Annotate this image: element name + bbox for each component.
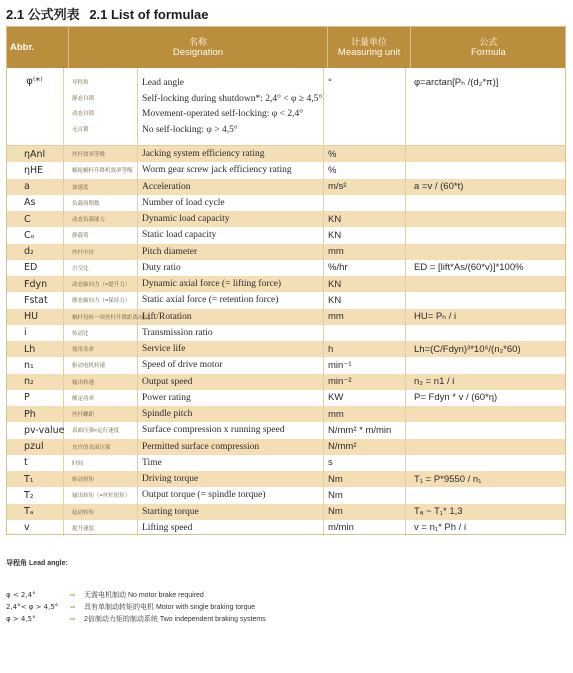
formula-cell: [406, 406, 562, 422]
unit-cell: KN: [324, 227, 406, 243]
abbr-cell: T₂: [6, 487, 64, 503]
designation-en-cell: Dynamic load capacity: [138, 211, 324, 227]
abbr-cell: pzul: [6, 439, 64, 455]
table-row: [6, 195, 566, 211]
arrow-icon: ⇨: [70, 592, 76, 599]
unit-cell: m/min: [324, 520, 406, 536]
note-item: [6, 601, 266, 613]
abbr-cell: Tₐ: [6, 504, 64, 520]
formula-cell: [406, 455, 562, 471]
abbr-cell: n₂: [6, 374, 64, 390]
unit-cell: %/hr: [324, 260, 406, 276]
header-designation-cn: 名称: [188, 36, 207, 47]
lead-en-3: No self-locking: φ > 4,5°: [142, 124, 238, 135]
abbr-cell: ηHE: [6, 162, 64, 178]
abbr-cell: a: [6, 179, 64, 195]
abbr-cell: Fstat: [6, 292, 64, 308]
formula-cell: [406, 211, 562, 227]
page-title: [6, 4, 209, 23]
formula-cell: [406, 276, 562, 292]
designation-cn-cell: 静载荷: [64, 227, 138, 243]
header-formula-en: Formula: [471, 46, 506, 58]
designation-cn-cell: 占空比: [64, 260, 138, 276]
designation-cn-cell: 蜗轮蜗杆升降机效率等级: [64, 162, 138, 178]
designation-cn-cell: 驱动电机转速: [64, 357, 138, 373]
abbr-cell: Ph: [6, 406, 64, 422]
designation-cn-cell: 表面压强×运行速度: [64, 422, 138, 438]
unit-cell: Nm: [324, 504, 406, 520]
designation-cn-cell: 额定功率: [64, 390, 138, 406]
formula-table: [6, 26, 566, 536]
formula-cell: [406, 422, 562, 438]
unit-cell: %: [324, 162, 406, 178]
lead-abbr: φ⁽*⁾: [6, 68, 64, 145]
table-row: [6, 520, 566, 536]
formula-cell: T₁ = P*9550 / n₁: [414, 473, 482, 485]
table-row: [6, 487, 566, 503]
designation-cn-cell: 静态轴向力（=保持力）: [64, 292, 138, 308]
lead-cn: [64, 68, 138, 145]
note-text: 无需电机制动 No motor brake required: [84, 592, 204, 599]
unit-cell: Nm: [324, 487, 406, 503]
abbr-cell: ED: [6, 260, 64, 276]
formula-cell: n₂ = n1 / i: [414, 376, 455, 388]
designation-en-cell: Speed of drive motor: [138, 357, 324, 373]
formula-cell: Tₐ ~ T₁* 1,3: [414, 506, 463, 518]
unit-cell: %: [324, 146, 406, 162]
unit-cell: N/mm²: [324, 439, 406, 455]
table-row: [6, 292, 566, 308]
abbr-cell: P: [6, 390, 64, 406]
formula-cell: [406, 357, 562, 373]
designation-en-cell: Number of load cycle: [138, 195, 324, 211]
designation-en-cell: Spindle pitch: [138, 406, 324, 422]
lead-angle-notes: [6, 558, 266, 625]
table-row: [6, 455, 566, 471]
designation-cn-cell: 动态负载能力: [64, 211, 138, 227]
designation-cn-cell: 起动转矩: [64, 504, 138, 520]
abbr-cell: n₁: [6, 357, 64, 373]
header-unit-cn: 计量单位: [351, 36, 388, 47]
note-text: 具有单制动转矩的电机 Motor with single braking torque: [84, 604, 256, 611]
designation-en-cell: Transmission ratio: [138, 325, 324, 341]
table-row: [6, 211, 566, 227]
lead-unit: °: [324, 68, 406, 145]
designation-en-cell: Output speed: [138, 374, 324, 390]
lead-en-1: Self-locking during shutdown*: 2,4° < φ ≥ 4,5°: [142, 93, 323, 104]
designation-en-cell: Lift/Rotation: [138, 309, 324, 325]
formula-cell: HU= Pₕ / i: [414, 311, 457, 323]
unit-cell: mm: [324, 406, 406, 422]
unit-cell: KN: [324, 292, 406, 308]
abbr-cell: pv-value: [6, 422, 64, 438]
note-condition: 2,4°< φ > 4,5°: [6, 603, 59, 611]
header-formula: [411, 26, 566, 68]
designation-cn-cell: 加速度: [64, 179, 138, 195]
notes-list: [6, 589, 266, 625]
designation-cn-cell: 输出转速: [64, 374, 138, 390]
unit-cell: Nm: [324, 471, 406, 487]
lead-en-0: Lead angle: [142, 78, 184, 88]
designation-en-cell: Acceleration: [138, 179, 324, 195]
designation-cn-cell: 提升速度: [64, 520, 138, 536]
unit-cell: [324, 195, 406, 211]
table-row: [6, 227, 566, 243]
unit-cell: mm: [324, 309, 406, 325]
unit-cell: h: [324, 341, 406, 357]
header-designation-en: Designation: [172, 46, 224, 58]
formula-cell: [406, 292, 562, 308]
title-cn: 2.1 公式列表: [6, 7, 80, 22]
lead-cn-0: 导程角: [72, 80, 89, 86]
formula-cell: [406, 195, 562, 211]
designation-en-cell: Driving torque: [138, 471, 324, 487]
designation-en-cell: Jacking system efficiency rating: [138, 146, 324, 162]
abbr-cell: HU: [6, 309, 64, 325]
table-row: [6, 390, 566, 406]
designation-en-cell: Static axial force (= retention force): [138, 292, 324, 308]
designation-cn-cell: 驱动扭矩: [64, 471, 138, 487]
designation-en-cell: Permitted surface compression: [138, 439, 324, 455]
designation-cn-cell: 蜗杆每转一周丝杆升降距离/速比: [64, 309, 138, 325]
designation-en-cell: Pitch diameter: [138, 244, 324, 260]
lead-cn-1: 静态自锁: [72, 95, 95, 102]
designation-cn-cell: 传动比: [64, 325, 138, 341]
abbr-cell: v: [6, 520, 64, 536]
unit-cell: KN: [324, 276, 406, 292]
designation-cn-cell: 输出转矩（=丝杆扭矩）: [64, 487, 138, 503]
designation-cn-cell: 动态轴向力（=提升力）: [64, 276, 138, 292]
unit-cell: KN: [324, 211, 406, 227]
designation-en-cell: Lifting speed: [138, 520, 324, 536]
table-row: [6, 422, 566, 438]
formula-cell: P= Fdyn * v / (60*η): [414, 392, 498, 404]
designation-cn-cell: 丝杆效率等级: [64, 146, 138, 162]
formula-cell: [406, 325, 562, 341]
table-row: [6, 325, 566, 341]
table-row: [6, 374, 566, 390]
abbr-cell: As: [6, 195, 64, 211]
formula-cell: a =v / (60*t): [414, 181, 464, 193]
designation-cn-cell: 丝杆中径: [64, 244, 138, 260]
notes-title: 导程角 Lead angle:: [6, 560, 68, 567]
formula-cell: [406, 439, 562, 455]
header-formula-cn: 公式: [479, 36, 498, 47]
lead-formula: φ=arctan[Pₕ /(d₂*π)]: [414, 77, 499, 88]
lead-en-2: Movement-operated self-locking: φ < 2,4°: [142, 109, 304, 119]
table-row: [6, 341, 566, 357]
header-designation: [69, 26, 329, 68]
formula-cell: Lh=(C/Fdyn)³*10⁶/(n₂*60): [414, 343, 521, 355]
designation-en-cell: Output torque (= spindle torque): [138, 487, 324, 503]
header-abbr: Abbr.: [6, 26, 69, 68]
note-condition: φ < 2,4°: [6, 591, 36, 599]
abbr-cell: t: [6, 455, 64, 471]
designation-en-cell: Dynamic axial force (= lifting force): [138, 276, 324, 292]
table-row: [6, 504, 566, 520]
formula-cell: [406, 487, 562, 503]
table-row: [6, 439, 566, 455]
note-item: [6, 613, 266, 625]
unit-cell: [324, 325, 406, 341]
arrow-icon: ⇨: [70, 616, 76, 623]
title-en: 2.1 List of formulae: [89, 7, 209, 22]
formula-cell: v = n₁* Ph / i: [414, 522, 467, 534]
abbr-cell: Cₒ: [6, 227, 64, 243]
unit-cell: s: [324, 455, 406, 471]
table-row: [6, 260, 566, 276]
designation-cn-cell: 使用寿命: [64, 341, 138, 357]
formula-cell: [406, 162, 562, 178]
table-row: [6, 162, 566, 178]
abbr-cell: Lh: [6, 341, 64, 357]
designation-cn-cell: 时间: [64, 455, 138, 471]
abbr-cell: ηAnl: [6, 146, 64, 162]
table-row: [6, 179, 566, 195]
abbr-cell: i: [6, 325, 64, 341]
table-header: [6, 26, 566, 68]
table-row: [6, 357, 566, 373]
designation-en-cell: Time: [138, 455, 324, 471]
formula-cell: [406, 244, 562, 260]
unit-cell: min⁻¹: [324, 357, 406, 373]
table-body: [6, 146, 566, 536]
formula-cell: [406, 146, 562, 162]
designation-en-cell: Worm gear screw jack efficiency rating: [138, 162, 324, 178]
unit-cell: min⁻²: [324, 374, 406, 390]
header-unit-en: Measuring unit: [337, 46, 401, 58]
note-text: 2倍制动力矩的制动系统 Two independent braking systems: [84, 616, 266, 623]
note-item: [6, 589, 266, 601]
lead-en: [138, 68, 324, 145]
abbr-cell: Fdyn: [6, 276, 64, 292]
table-row: [6, 244, 566, 260]
abbr-cell: d₂: [6, 244, 64, 260]
table-row: [6, 276, 566, 292]
table-row: [6, 309, 566, 325]
unit-cell: KW: [324, 390, 406, 406]
abbr-cell: C: [6, 211, 64, 227]
designation-en-cell: Static load capacity: [138, 227, 324, 243]
designation-en-cell: Starting torque: [138, 504, 324, 520]
table-row: [6, 406, 566, 422]
designation-en-cell: Service life: [138, 341, 324, 357]
formula-cell: ED = [lift*As/(60*v)]*100%: [414, 262, 524, 274]
unit-cell: m/s²: [324, 179, 406, 195]
designation-cn-cell: 丝杆螺距: [64, 406, 138, 422]
note-condition: φ > 4,5°: [6, 615, 36, 623]
abbr-cell: T₁: [6, 471, 64, 487]
unit-cell: mm: [324, 244, 406, 260]
unit-cell: N/mm² * m/min: [324, 422, 406, 438]
designation-en-cell: Duty ratio: [138, 260, 324, 276]
lead-angle-row: [6, 68, 566, 146]
arrow-icon: ⇨: [70, 604, 76, 611]
table-row: [6, 146, 566, 162]
designation-cn-cell: 允许的表面压强: [64, 439, 138, 455]
designation-cn-cell: 负载周期数: [64, 195, 138, 211]
designation-en-cell: Power rating: [138, 390, 324, 406]
designation-en-cell: Surface compression x running speed: [138, 422, 324, 438]
header-unit: [328, 26, 411, 68]
lead-cn-2: 动态自锁: [72, 111, 95, 117]
table-row: [6, 471, 566, 487]
lead-cn-3: 无自锁: [72, 126, 89, 133]
formula-cell: [406, 227, 562, 243]
